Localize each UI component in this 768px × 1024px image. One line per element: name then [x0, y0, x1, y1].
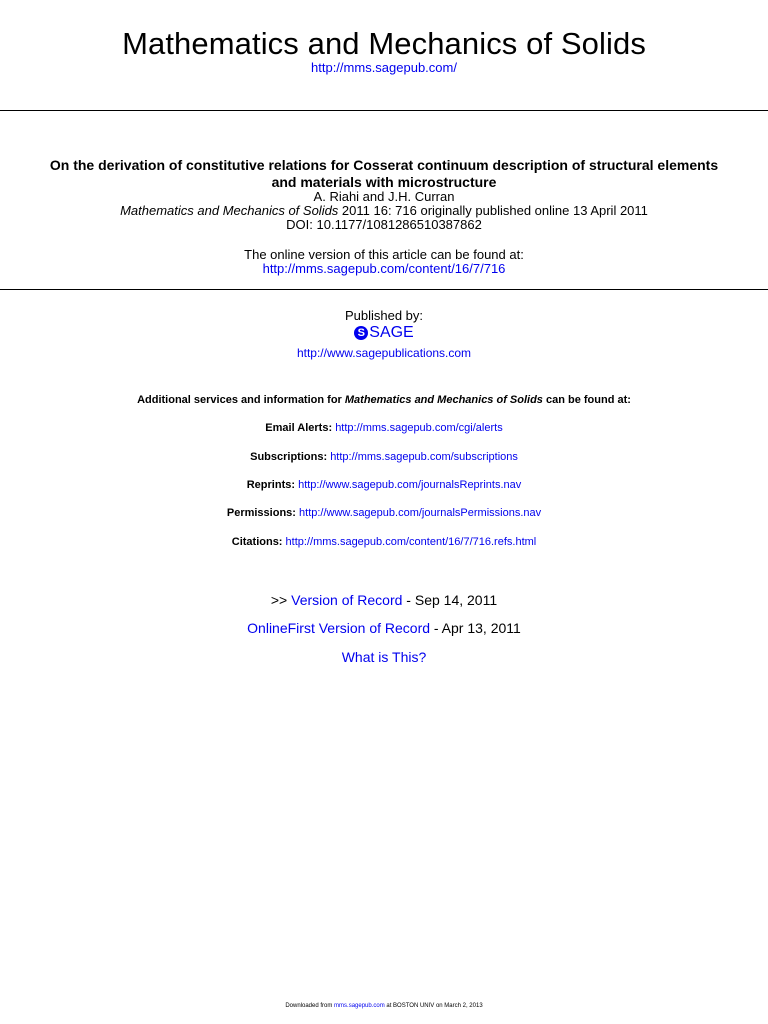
journal-url-row	[0, 60, 768, 75]
citation-details: 2011 16: 716 originally published online 13 April 2011	[338, 203, 648, 218]
email-alerts-link[interactable]: http://mms.sagepub.com/cgi/alerts	[335, 422, 503, 434]
journal-url-link[interactable]: http://mms.sagepub.com/	[311, 60, 457, 75]
online-version-text: The online version of this article can be found at:	[244, 247, 524, 262]
footer-pre: Downloaded from	[285, 1003, 335, 1009]
service-reprints	[0, 479, 768, 491]
service-label: Citations:	[231, 536, 283, 548]
service-subscriptions	[0, 451, 768, 463]
service-citations	[0, 536, 768, 548]
version-of-record-link[interactable]: Version of Record	[291, 592, 403, 608]
online-first-row	[0, 620, 768, 636]
footer-link[interactable]: mms.sagepub.com	[334, 1003, 385, 1009]
service-permissions	[0, 507, 768, 519]
article-title-line1: On the derivation of constitutive relations for Cosserat continuum description of structural elements	[49, 157, 719, 173]
services-heading-post: can be found at:	[542, 394, 631, 406]
article-title	[0, 157, 768, 191]
service-label: Reprints:	[246, 479, 296, 491]
what-is-this-row	[0, 649, 768, 665]
online-version-row	[0, 261, 768, 276]
middle-divider	[0, 289, 768, 290]
published-by-label: Published by:	[344, 308, 424, 323]
current-marker: >>	[270, 592, 292, 608]
version-of-record-date: - Sep 14, 2011	[402, 592, 498, 608]
online-version-link[interactable]: http://mms.sagepub.com/content/16/7/716	[262, 261, 506, 276]
services-heading-pre: Additional services and information for	[137, 394, 345, 406]
publisher-url-row	[0, 346, 768, 360]
what-is-this-link[interactable]: What is This?	[341, 649, 427, 665]
service-label: Permissions:	[226, 507, 296, 519]
service-label: Email Alerts:	[265, 422, 333, 434]
services-heading-journal: Mathematics and Mechanics of Solids	[344, 394, 543, 406]
article-doi: DOI: 10.1177/1081286510387862	[286, 217, 482, 232]
online-first-link[interactable]: OnlineFirst Version of Record	[247, 620, 431, 636]
online-first-date: - Apr 13, 2011	[430, 620, 521, 636]
reprints-link[interactable]: http://www.sagepub.com/journalsReprints.nav	[298, 479, 522, 491]
article-authors: A. Riahi and J.H. Curran	[313, 189, 455, 204]
journal-title: Mathematics and Mechanics of Solids	[122, 26, 646, 61]
footer-post: at BOSTON UNIV on March 2, 2013	[384, 1003, 483, 1009]
services-heading	[0, 394, 768, 406]
sage-logo[interactable]	[0, 324, 768, 342]
top-divider	[0, 110, 768, 111]
permissions-link[interactable]: http://www.sagepub.com/journalsPermissions.nav	[299, 507, 542, 519]
version-of-record-row	[0, 592, 768, 608]
citations-link[interactable]: http://mms.sagepub.com/content/16/7/716.refs.html	[285, 536, 537, 548]
citation-journal: Mathematics and Mechanics of Solids	[120, 203, 339, 218]
publisher-url-link[interactable]: http://www.sagepublications.com	[296, 346, 472, 360]
service-label: Subscriptions:	[250, 451, 328, 463]
sage-logo-text: SAGE	[369, 324, 414, 341]
sage-logo-icon: S	[354, 326, 368, 340]
service-email-alerts	[0, 422, 768, 434]
subscriptions-link[interactable]: http://mms.sagepub.com/subscriptions	[330, 451, 518, 463]
article-citation	[0, 204, 768, 218]
article-title-line2: and materials with microstructure	[271, 174, 497, 190]
download-footer	[0, 1003, 768, 1009]
